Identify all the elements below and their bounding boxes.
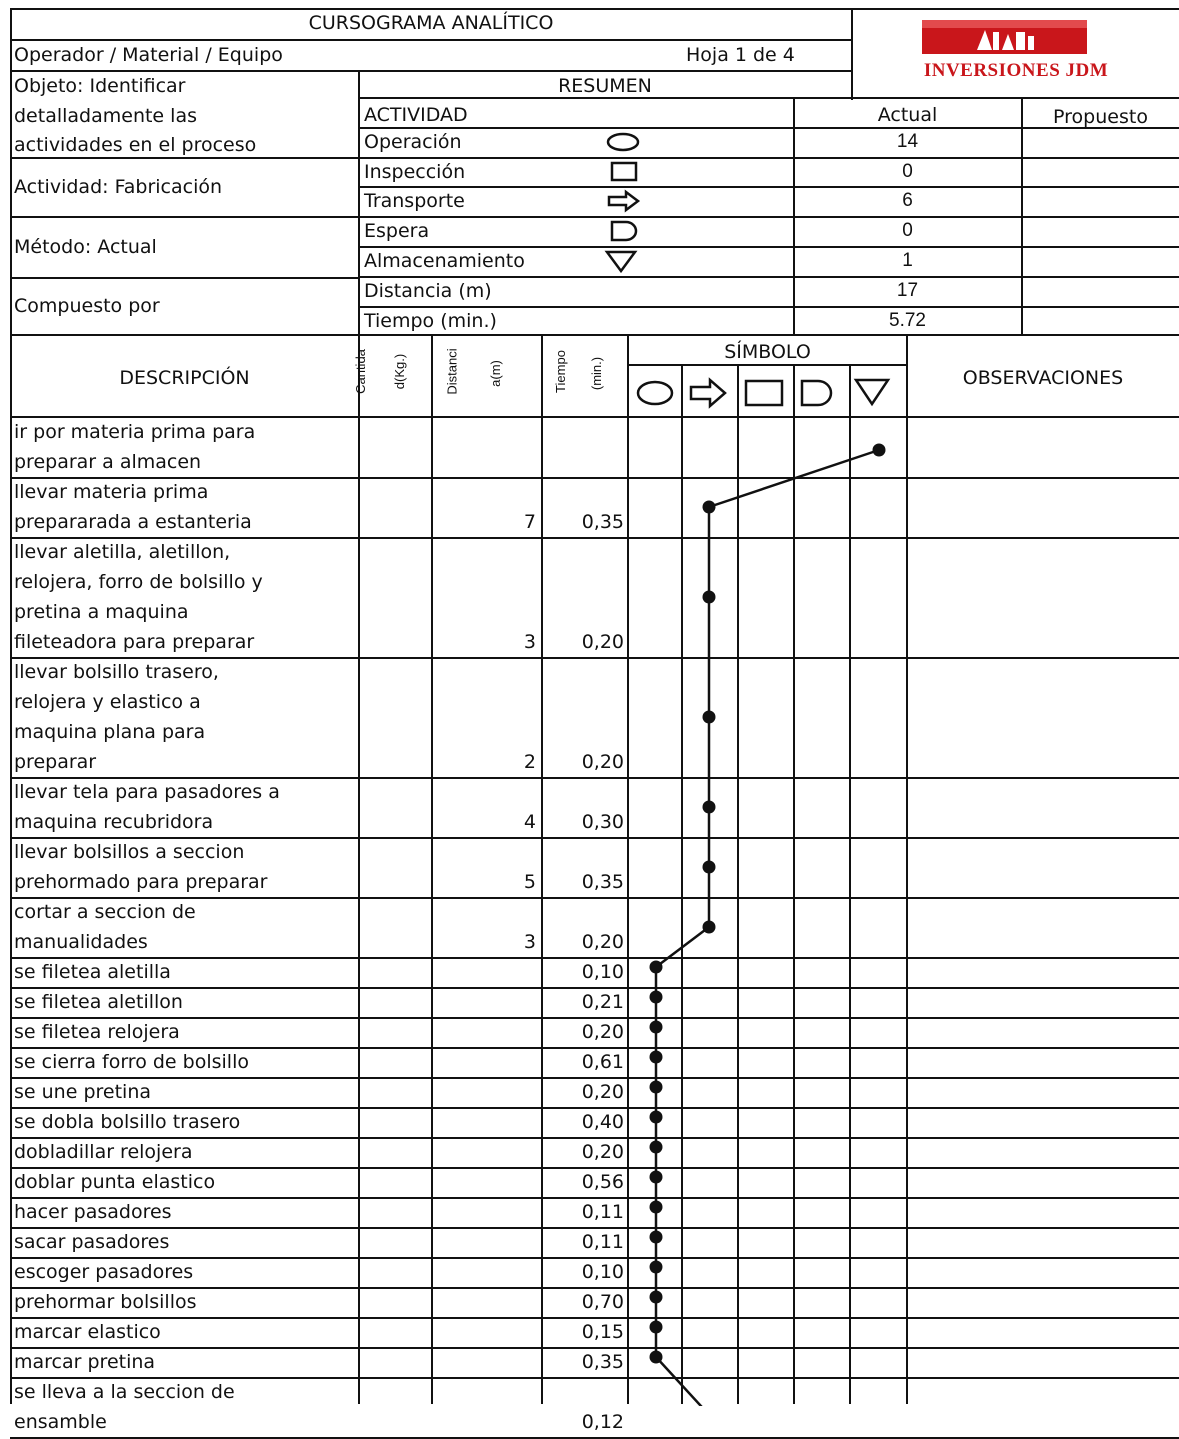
- row-description: escoger pasadores: [14, 1261, 194, 1283]
- summary-row-label: Distancia (m): [364, 280, 492, 302]
- row-description: llevar bolsillos a seccion: [14, 841, 245, 863]
- row-description: se cierra forro de bolsillo: [14, 1051, 249, 1073]
- row-time: 0,61: [581, 1051, 624, 1073]
- row-time: 0,20: [581, 931, 624, 953]
- row-description: fileteadora para preparar: [14, 631, 255, 653]
- row-time: 0,11: [581, 1201, 624, 1223]
- flow-point: [650, 961, 663, 974]
- row-description: marcar elastico: [14, 1321, 161, 1343]
- operator-label: Operador / Material / Equipo: [14, 44, 283, 66]
- row-time: 0,40: [581, 1111, 624, 1133]
- flow-point: [650, 1291, 663, 1304]
- row-description: se dobla bolsillo trasero: [14, 1111, 241, 1133]
- flow-point: [703, 591, 716, 604]
- flow-point: [650, 1081, 663, 1094]
- row-description: maquina recubridora: [14, 811, 214, 833]
- activity-label: Actividad: Fabricación: [14, 176, 223, 198]
- flow-point: [650, 1321, 663, 1334]
- row-time: 0,35: [581, 511, 624, 533]
- form-title: CURSOGRAMA ANALÍTICO: [308, 12, 554, 34]
- composed-label: Compuesto por: [14, 295, 160, 317]
- summary-row-actual: 17: [896, 280, 919, 301]
- logo-text: INVERSIONES JDM: [923, 60, 1109, 81]
- row-description: dobladillar relojera: [14, 1141, 193, 1163]
- flow-point: [650, 991, 663, 1004]
- row-description: manualidades: [14, 931, 148, 953]
- row-distance: 5: [523, 871, 536, 893]
- flow-point: [650, 1021, 663, 1034]
- row-distance: 7: [523, 511, 536, 533]
- summary-row-actual: 5.72: [889, 310, 926, 331]
- flow-point: [703, 711, 716, 724]
- row-description: preparar: [14, 751, 97, 773]
- row-description: llevar aletilla, aletillon,: [14, 541, 231, 563]
- row-distance: 3: [523, 931, 536, 953]
- row-distance: 3: [523, 631, 536, 653]
- row-time: 0,10: [581, 1261, 624, 1283]
- row-description: doblar punta elastico: [14, 1171, 216, 1193]
- flow-point: [703, 861, 716, 874]
- row-description: se filetea aletilla: [14, 961, 171, 983]
- summary-row-label: Transporte: [364, 190, 465, 212]
- row-description: se filetea relojera: [14, 1021, 180, 1043]
- row-description: relojera y elastico a: [14, 691, 201, 713]
- row-time: 0,21: [581, 991, 624, 1013]
- summary-row-label: Inspección: [364, 161, 466, 183]
- row-description: se lleva a la seccion de: [14, 1381, 235, 1403]
- row-time: 0,11: [581, 1231, 624, 1253]
- flow-point: [873, 444, 886, 457]
- row-description: ensamble: [14, 1411, 107, 1433]
- summary-row-label: Operación: [364, 131, 462, 153]
- summary-row-label: Tiempo (min.): [364, 310, 497, 332]
- row-description: maquina plana para: [14, 721, 206, 743]
- summary-actual-header: Actual: [877, 104, 938, 126]
- row-description: prehormar bolsillos: [14, 1291, 197, 1313]
- flow-point: [650, 1351, 663, 1364]
- row-description: llevar tela para pasadores a: [14, 781, 280, 803]
- summary-proposed-header: Propuesto: [1053, 106, 1148, 128]
- sheet-number: Hoja 1 de 4: [686, 44, 795, 66]
- flow-point: [650, 1051, 663, 1064]
- objective-line-2: detalladamente las: [14, 105, 197, 127]
- observations-header: OBSERVACIONES: [962, 367, 1124, 389]
- row-time: 0,20: [581, 1081, 624, 1103]
- row-time: 0,20: [581, 751, 624, 773]
- row-description: marcar pretina: [14, 1351, 156, 1373]
- summary-row-label: Almacenamiento: [364, 250, 525, 272]
- quantity-header-1: Cantida: [352, 349, 368, 394]
- symbol-header: SÍMBOLO: [724, 341, 811, 363]
- objective-line-1: Objeto: Identificar: [14, 75, 186, 97]
- flow-point: [703, 921, 716, 934]
- row-description: cortar a seccion de: [14, 901, 196, 923]
- row-description: relojera, forro de bolsillo y: [14, 571, 263, 593]
- row-time: 0,12: [581, 1411, 624, 1433]
- row-description: ir por materia prima para: [14, 421, 256, 443]
- flow-point: [650, 1261, 663, 1274]
- row-description: pretina a maquina: [14, 601, 189, 623]
- distance-header-1: Distanci: [444, 348, 460, 395]
- summary-row-actual: 14: [896, 131, 919, 152]
- summary-activity-header: ACTIVIDAD: [364, 104, 468, 126]
- summary-row-actual: 1: [902, 250, 913, 271]
- flow-point: [650, 1111, 663, 1124]
- row-description: sacar pasadores: [14, 1231, 170, 1253]
- summary-row-actual: 6: [902, 190, 913, 211]
- flow-point: [703, 501, 716, 514]
- row-time: 0,35: [581, 871, 624, 893]
- row-time: 0,20: [581, 1141, 624, 1163]
- row-time: 0,20: [581, 1021, 624, 1043]
- row-description: prehormado para preparar: [14, 871, 268, 893]
- row-time: 0,56: [581, 1171, 624, 1193]
- row-description: prepararada a estanteria: [14, 511, 252, 533]
- flow-point: [650, 1141, 663, 1154]
- row-description: llevar materia prima: [14, 481, 209, 503]
- description-header: DESCRIPCIÓN: [119, 367, 250, 389]
- distance-header-2: a(m): [487, 360, 503, 387]
- quantity-header-2: d(Kg.): [392, 353, 408, 390]
- row-time: 0,20: [581, 631, 624, 653]
- time-header-1: Tiempo: [552, 350, 568, 393]
- method-label: Método: Actual: [14, 236, 157, 258]
- flow-point: [650, 1171, 663, 1184]
- row-time: 0,15: [581, 1321, 624, 1343]
- row-time: 0,35: [581, 1351, 624, 1373]
- objective-line-3: actividades en el proceso: [14, 134, 257, 156]
- row-description: se une pretina: [14, 1081, 151, 1103]
- row-distance: 4: [523, 811, 536, 833]
- summary-row-actual: 0: [902, 161, 913, 182]
- row-description: se filetea aletillon: [14, 991, 183, 1013]
- row-distance: 2: [523, 751, 536, 773]
- flow-point: [703, 801, 716, 814]
- row-description: llevar bolsillo trasero,: [14, 661, 219, 683]
- summary-row-actual: 0: [902, 220, 913, 241]
- row-time: 0,10: [581, 961, 624, 983]
- row-description: preparar a almacen: [14, 451, 202, 473]
- row-time: 0,30: [581, 811, 624, 833]
- flow-point: [650, 1231, 663, 1244]
- row-time: 0,70: [581, 1291, 624, 1313]
- summary-row-label: Espera: [364, 220, 430, 242]
- row-description: hacer pasadores: [14, 1201, 172, 1223]
- time-header-2: (min.): [589, 356, 605, 391]
- flow-line: [656, 450, 879, 1406]
- summary-title: RESUMEN: [558, 75, 652, 97]
- flow-point: [650, 1201, 663, 1214]
